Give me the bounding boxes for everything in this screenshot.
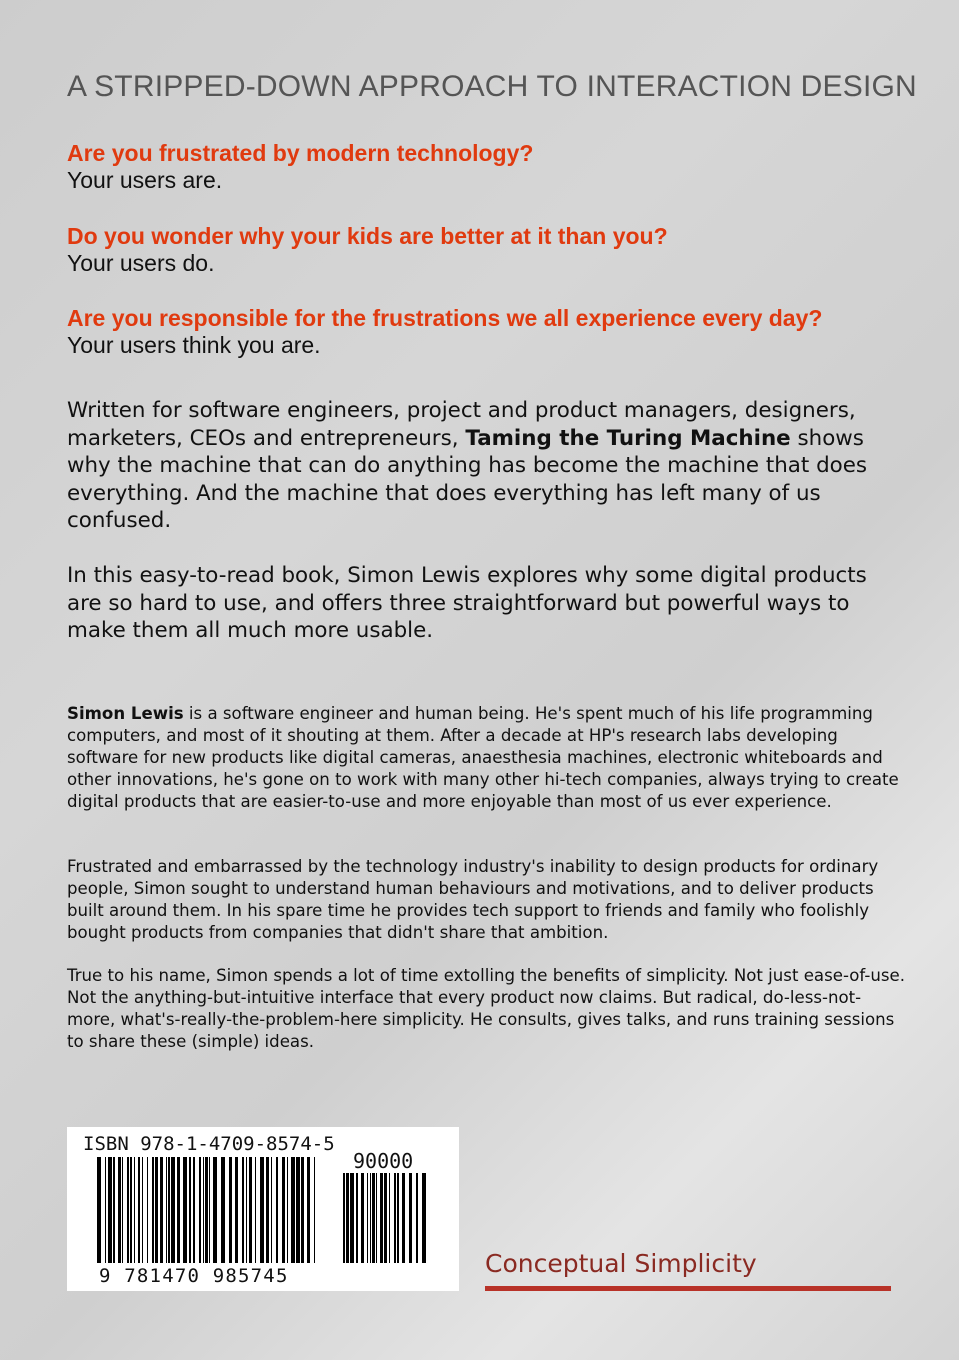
barcode-bar <box>372 1173 375 1263</box>
barcode-bar <box>130 1157 132 1263</box>
barcode-bar <box>168 1157 170 1263</box>
blurb-text: Written for software engineers, project and product managers, designers, marketers, CEOs and entrepreneurs, <box>67 398 856 451</box>
blurb-paragraph-2: In this easy-to-read book, Simon Lewis explores why some digital products are so hard to use, and offers three straightforward but powerful ways to make them all much more usable. <box>67 563 867 643</box>
barcode-bar <box>260 1157 264 1263</box>
barcode-bar <box>193 1157 195 1263</box>
barcode-bar <box>235 1157 238 1263</box>
barcode-bar <box>242 1157 244 1263</box>
barcode-bar <box>221 1157 225 1263</box>
bio-paragraph-2: Frustrated and embarrassed by the technology industry's inability to design products for ordinary people, Simon sought to understand human behaviours and motivations, and to deliver products built around them. In his spare time he provides tech support to friends and family who foolishly bought products from companies that didn't share that ambition. <box>67 857 879 942</box>
barcode-bar <box>422 1173 426 1263</box>
barcode-bar <box>246 1157 247 1263</box>
barcode-bar <box>255 1157 256 1263</box>
barcode-bar <box>97 1157 101 1263</box>
bio-paragraph-3: True to his name, Simon spends a lot of time extolling the benefits of simplicity. Not just ease-of-use. Not the anything-but-intuitive interface that every product now claims. But radical, do-less-not-more, what's-really-the-problem-here simplicity. He consults, gives talks, and runs training sessions to share these (simple) ideas. <box>67 966 905 1051</box>
barcode-bar <box>152 1157 154 1263</box>
barcode-bar <box>118 1157 121 1263</box>
qa-block-2 <box>67 223 668 277</box>
barcode-bar <box>142 1157 143 1263</box>
barcode-bar <box>113 1157 115 1263</box>
bio-paragraph-1 <box>67 703 907 813</box>
barcode-bar <box>203 1157 204 1263</box>
qa-question: Are you responsible for the frustrations we all experience every day? <box>67 305 823 331</box>
barcode-bar <box>138 1157 140 1263</box>
book-title: Taming the Turing Machine <box>465 425 791 451</box>
barcode-bar <box>314 1157 315 1263</box>
barcode-bar <box>356 1173 358 1263</box>
barcode-bar <box>282 1157 285 1263</box>
barcode-bar <box>213 1157 217 1263</box>
barcode-bar <box>199 1157 201 1263</box>
qa-answer: Your users are. <box>67 167 223 193</box>
barcode-bar <box>189 1157 191 1263</box>
bio-text: is a software engineer and human being. He's spent much of his life programming computers, and most of it shouting at them. After a decade at HP's research labs developing software for new products like digital cameras, anaesthesia machines, electronic whiteboards and other innovations, he's gone on to work with many other hi-tech companies, always trying to create digital products that are easier-to-use and more enjoyable than most of us ever experience. <box>67 704 899 811</box>
barcode-bar <box>402 1173 405 1263</box>
cover-headline: A STRIPPED-DOWN APPROACH TO INTERACTION DESIGN <box>67 70 917 103</box>
barcode-bar <box>276 1157 278 1263</box>
blurb-paragraph-1 <box>67 397 897 535</box>
barcode-bar <box>209 1157 210 1263</box>
qa-question: Are you frustrated by modern technology? <box>67 140 534 166</box>
qa-block-1 <box>67 140 533 194</box>
barcode-bar <box>376 1173 377 1263</box>
blurb-text: shows why the machine that can do anything has become the machine that does everything. And the machine that does everything has left many of us confused. <box>67 425 868 533</box>
barcode-bar <box>147 1157 148 1263</box>
barcode-bar <box>183 1157 187 1263</box>
barcode-bar <box>389 1173 390 1263</box>
barcode-bar <box>380 1173 383 1263</box>
barcode-bar <box>177 1157 180 1263</box>
barcode-bar <box>384 1173 387 1263</box>
barcode-bar <box>108 1157 112 1263</box>
barcode-bar <box>271 1157 272 1263</box>
barcode-bar <box>301 1157 304 1263</box>
barcode-bar <box>205 1157 208 1263</box>
barcode-bar <box>171 1157 175 1263</box>
ean-digits: 9 781470 985745 <box>99 1265 289 1287</box>
qa-block-3 <box>67 305 822 359</box>
barcode-bar <box>409 1173 412 1263</box>
barcode-bar <box>394 1173 396 1263</box>
isbn-label: ISBN 978-1-4709-8574-5 <box>83 1133 335 1155</box>
barcode-bar <box>307 1157 310 1263</box>
barcode-bar <box>287 1157 288 1263</box>
barcode-bar <box>249 1157 252 1263</box>
publisher-rule <box>485 1286 891 1291</box>
barcode-bar <box>361 1173 364 1263</box>
publisher-name: Conceptual Simplicity <box>485 1249 757 1278</box>
barcode-bar <box>343 1173 345 1263</box>
isbn-barcode <box>67 1127 459 1291</box>
barcode-bar <box>350 1173 354 1263</box>
barcode-bar <box>134 1157 135 1263</box>
author-name: Simon Lewis <box>67 704 184 723</box>
barcode-bar <box>105 1157 106 1263</box>
barcode-bar <box>266 1157 269 1263</box>
barcode-bar <box>397 1173 399 1263</box>
barcode-bar <box>229 1157 232 1263</box>
qa-question: Do you wonder why your kids are better at it than you? <box>67 223 668 249</box>
barcode-bar <box>370 1173 371 1263</box>
barcode-bar <box>291 1157 295 1263</box>
barcode-bar <box>127 1157 129 1263</box>
qa-answer: Your users do. <box>67 250 215 276</box>
barcode-bar <box>346 1173 349 1263</box>
barcode-bar <box>160 1157 163 1263</box>
barcode-bar <box>122 1157 123 1263</box>
barcode-bar <box>367 1173 368 1263</box>
barcode-bar <box>155 1157 158 1263</box>
barcode-bar <box>416 1173 418 1263</box>
qa-answer: Your users think you are. <box>67 332 321 358</box>
barcode-bar <box>296 1157 300 1263</box>
barcode-bar <box>166 1157 167 1263</box>
price-code: 90000 <box>353 1149 414 1173</box>
